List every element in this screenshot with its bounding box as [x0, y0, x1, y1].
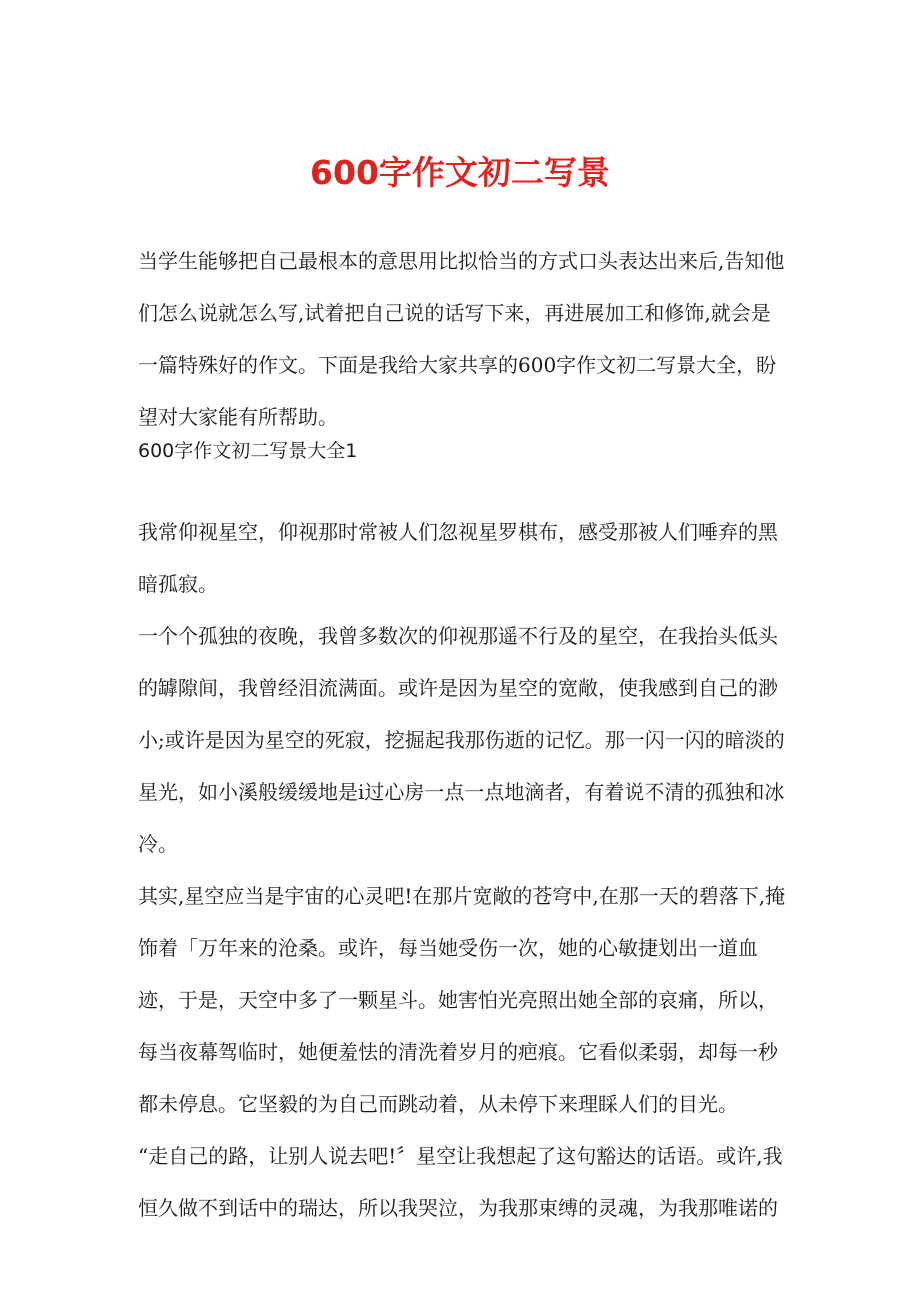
essay-body: [138, 506, 786, 1234]
paragraph: 其实,星空应当是宇宙的心灵吧!在那片宽敞的苍穹中,在那一天的碧落下,掩饰着「万年来的沧桑。或许，每当她受伤一次，她的心敏捷划出一道血迹，于是，天空中多了一颗星斗。她害怕光亮照出她全部的哀痛，所以，每当夜幕驾临时，她便羞怯的清洗着岁月的疤痕。它看似柔弱，却每一秒都未停息。它坚毅的为自己而跳动着，从未停下来理睬人们的目光。: [138, 884, 786, 1116]
paragraph: “走自己的路，让别人说去吧!〞星空让我想起了这句豁达的话语。或许,我恒久做不到话中的瑞达，所以我哭泣，为我那束缚的灵魂，为我那唯诺的: [138, 1144, 783, 1220]
section-heading: 600字作文初二写景大全1: [138, 440, 358, 462]
intro-paragraph: 当学生能够把自己最根本的意思用比拟恰当的方式口头表达出来后,告知他们怎么说就怎么写,试着把自己说的话写下来，再进展加工和修饰,就会是一篇特殊好的作文。下面是我给大家共享的600字作文初二写景大全，盼望对大家能有所帮助。: [138, 249, 785, 429]
document-title: 600字作文初二写景: [310, 153, 610, 192]
paragraph: 一个个孤独的夜晚，我曾多数次的仰视那遥不行及的星空，在我抬头低头的罅隙间，我曾经泪流满面。或许是因为星空的宽敞，使我感到自己的渺小;或许是因为星空的死寂，挖掘起我那伤逝的记忆。那一闪一闪的暗淡的星光，如小溪般缓缓地是i过心房一点一点地滴者，有着说不清的孤独和冰冷。: [138, 624, 785, 856]
paragraph: 我常仰视星空，仰视那时常被人们忽视星罗棋布，感受那被人们唾弃的黑暗孤寂。: [138, 520, 778, 596]
